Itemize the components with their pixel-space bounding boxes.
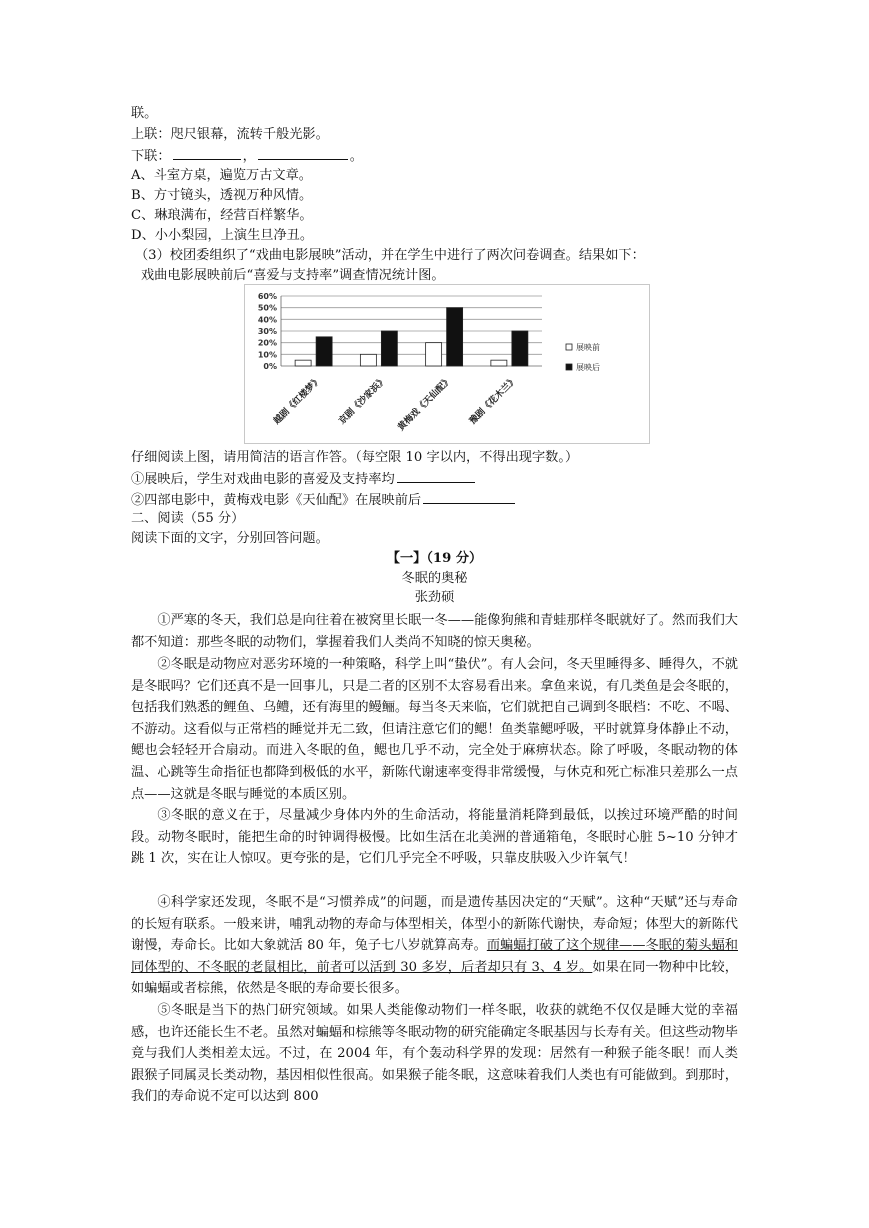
legend-swatch bbox=[566, 364, 572, 370]
answer-blank[interactable] bbox=[397, 469, 475, 483]
bar-after bbox=[512, 331, 528, 366]
section-heading: 二、阅读（55 分） bbox=[131, 511, 245, 526]
bar-chart-svg bbox=[244, 284, 650, 444]
chart-instruction: 仔细阅读上图，请用简洁的语言作答。（每空限 10 字以内，不得出现字数。） bbox=[131, 450, 579, 465]
lower-couplet-end: 。 bbox=[349, 149, 363, 164]
article-title: 冬眠的奥秘 bbox=[401, 571, 468, 586]
question-item-1 bbox=[131, 469, 477, 490]
option-d: D、小小梨园，上演生旦净丑。 bbox=[131, 228, 314, 243]
part-label: 【一】（19 分） bbox=[386, 551, 483, 566]
y-tick-label: 20% bbox=[257, 338, 277, 348]
bar-after bbox=[381, 331, 397, 366]
bar-before bbox=[491, 360, 507, 366]
paragraph-4-text: ④科学家还发现，冬眠不是“习惯养成”的问题，而是遗传基因决定的“天赋”。这种“天赋”还与寿命的长短有联系。一般来讲，哺乳动物的寿命与体型相关，体型小的新陈代谢快，寿命短；体型大的新陈代谢慢，寿命长。比如大象就活 80 年，兔子七八岁就算高寿。 bbox=[131, 895, 738, 954]
question-3: （3）校团委组织了“戏曲电影展映”活动，并在学生中进行了两次问卷调查。结果如下： bbox=[135, 248, 645, 263]
paragraph-1: ①严寒的冬天，我们总是向往着在被窝里长眠一冬——能像狗熊和青蛙那样冬眠就好了。然而我们大都不知道：那些冬眠的动物们，掌握着我们人类尚不知晓的惊天奥秘。 bbox=[131, 613, 738, 650]
lower-couplet bbox=[131, 146, 363, 167]
option-a: A、斗室方桌，遍览万古文章。 bbox=[131, 168, 312, 183]
bar-before bbox=[360, 354, 376, 366]
bar-chart bbox=[244, 284, 650, 444]
x-tick-label: 越剧《红楼梦》 bbox=[272, 375, 324, 427]
y-tick-label: 10% bbox=[257, 350, 277, 360]
question-item-2-text: ②四部电影中，黄梅戏电影《天仙配》在展映前后 bbox=[131, 493, 422, 508]
lower-couplet-prefix: 下联： bbox=[131, 149, 171, 164]
paragraph-2: ②冬眠是动物应对恶劣环境的一种策略，科学上叫“蛰伏”。有人会问，冬天里睡得多、睡得久，不就是冬眠吗？它们还真不是一回事儿，只是二者的区别不太容易看出来。拿鱼来说，有几类鱼是会冬眠的，包括我们熟悉的鲤鱼、乌鳢，还有海里的鳗鲡。每当冬天来临，它们就把自己调到冬眠档：不吃、不喝、不游动。这看似与正常档的睡觉并无二致，但请注意它们的鳃！鱼类靠鳃呼吸，平时就算身体静止不动，鳃也会轻轻开合扇动。而进入冬眠的鱼，鳃也几乎不动，完全处于麻痹状态。除了呼吸，冬眠动物的体温、心跳等生命指征也都降到极低的水平，新陈代谢速率变得非常缓慢，与休克和死亡标准只差那么一点点——这就是冬眠与睡觉的本质区别。 bbox=[131, 657, 738, 802]
y-tick-label: 0% bbox=[263, 362, 277, 371]
question-item-2 bbox=[131, 490, 517, 511]
bar-after bbox=[447, 308, 463, 366]
legend-label: 展映前 bbox=[576, 343, 600, 352]
y-tick-label: 30% bbox=[257, 327, 277, 336]
section-intro: 阅读下面的文字，分别回答问题。 bbox=[131, 531, 329, 546]
upper-couplet: 上联：咫尺银幕，流转千般光影。 bbox=[131, 127, 329, 142]
y-tick-label: 50% bbox=[257, 303, 277, 313]
question-item-1-text: ①展映后，学生对戏曲电影的喜爱及支持率均 bbox=[131, 472, 395, 487]
option-c: C、琳琅满布，经营百样繁华。 bbox=[131, 208, 313, 223]
paragraph-5: ⑤冬眠是当下的热门研究领域。如果人类能像动物们一样冬眠，收获的就绝不仅仅是睡大觉的幸福感，也许还能长生不老。虽然对蝙蝠和棕熊等冬眠动物的研究能确定冬眠基因与长寿有关。但这些动物毕竟与我们人类相差太远。不过，在 2004 年，有个轰动科学界的发现：居然有一种猴子能冬眠！而人类跟猴子同属灵长类动物，基因相似性很高。如果猴子能冬眠，这意味着我们人类也有可能做到。到那时，我们的寿命说不定可以达到 800 bbox=[131, 1003, 738, 1105]
bar-after bbox=[316, 337, 332, 366]
legend-swatch bbox=[566, 344, 572, 350]
paragraph-3: ③冬眠的意义在于，尽量减少身体内外的生命活动，将能量消耗降到最低，以挨过环境严酷的时间段。动物冬眠时，能把生命的时钟调得极慢。比如生活在北美洲的普通箱龟，冬眠时心脏 5~10 分钟才跳 1 次，实在让人惊叹。更夸张的是，它们几乎完全不呼吸，只靠皮肤吸入少许氧气！ bbox=[131, 808, 738, 867]
paragraph-4-text: 如果在同一物种中比较，如蝙蝠或者棕熊，依然是冬眠的寿命要长很多。 bbox=[131, 959, 738, 997]
x-tick-label: 京剧《沙家浜》 bbox=[337, 375, 389, 427]
y-tick-label: 60% bbox=[257, 292, 277, 301]
x-tick-label: 黄梅戏《天仙配》 bbox=[396, 375, 455, 434]
legend-label: 展映后 bbox=[576, 363, 600, 372]
x-tick-label: 豫剧《花木兰》 bbox=[467, 375, 520, 427]
bar-before bbox=[426, 343, 442, 366]
article-author: 张劲硕 bbox=[414, 590, 455, 605]
paragraph-4 bbox=[131, 892, 738, 1000]
answer-blank[interactable] bbox=[258, 146, 348, 160]
option-b: B、方寸镜头，透视万种风情。 bbox=[131, 188, 313, 203]
y-tick-label: 40% bbox=[257, 315, 277, 325]
bar-before bbox=[295, 360, 311, 366]
chart-caption: 戏曲电影展映前后“喜爱与支持率”调查情况统计图。 bbox=[141, 268, 445, 283]
text-line: 联。 bbox=[131, 106, 158, 121]
answer-blank[interactable] bbox=[423, 490, 515, 504]
lower-couplet-separator: ， bbox=[242, 149, 256, 164]
underlined-sentence: 而蝙蝠打破了这个规律——冬眠的菊头蝠和同体型的、不冬眠的老鼠相比，前者可以活到 30 多岁，后者却只有 3、4 岁。 bbox=[131, 938, 738, 975]
answer-blank[interactable] bbox=[173, 146, 241, 160]
